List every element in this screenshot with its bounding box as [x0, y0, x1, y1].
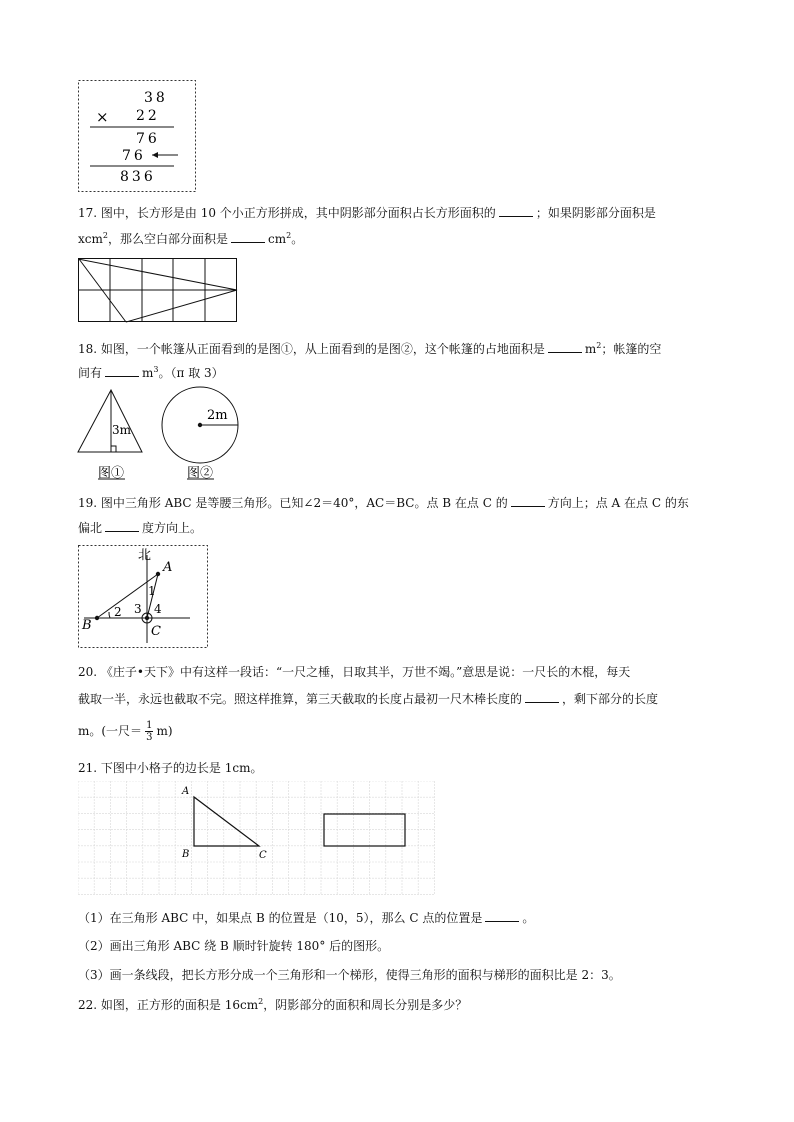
q17-grid-figure: [78, 258, 240, 324]
q17-line2: xcm$^2$，那么空白部分面积是 $cm^2$。: [78, 231, 304, 246]
multiplier: 22: [136, 108, 160, 124]
svg-text:1: 1: [148, 584, 156, 598]
q18-line1: 18. 如图，一个帐篷从正面看到的是图①，从上面看到的是图②，这个帐篷的占地面积是 $m^2$；帐篷的空: [78, 341, 662, 356]
q19-line1: 19. 图中三角形 ABC 是等腰三角形。已知∠2＝40°，AC＝BC。点 B 在点 C 的 方向上；点 A 在点 C 的东: [78, 496, 689, 510]
svg-text:4: 4: [154, 602, 162, 616]
q18-figures: [74, 384, 244, 484]
product-result: 836: [120, 169, 156, 185]
rectangle-shape: [324, 814, 405, 846]
fraction-one-third: $\frac{1}{3}$: [146, 720, 153, 743]
q21-sub2: （2）画出三角形 ABC 绕 B 顺时针旋转 180° 后的图形。: [78, 939, 390, 953]
operator: ×: [96, 108, 109, 126]
arrow-left-icon: [152, 152, 178, 158]
q21-gridlines: [78, 781, 434, 894]
caption-figure-2: 图②: [187, 466, 214, 481]
multiplicand: 38: [144, 90, 168, 106]
triangle-abc: [194, 797, 259, 846]
q21-sub3: （3）画一条线段，把长方形分成一个三角形和一个梯形，使得三角形的面积与梯形的面积比是 2：3。: [78, 968, 621, 982]
q20-blank-1[interactable]: [525, 690, 559, 703]
svg-text:B: B: [182, 849, 190, 860]
tent-top-view: [162, 387, 238, 463]
q19-direction-figure: [78, 545, 210, 651]
q19-blank-2[interactable]: [105, 519, 139, 532]
q22-line1: 22. 如图，正方形的面积是 $16cm^2$，阴影部分的面积和周长分别是多少？: [78, 997, 468, 1012]
svg-text:A: A: [182, 786, 190, 797]
q19-blank-1[interactable]: [511, 494, 545, 507]
svg-text:2m: 2m: [207, 408, 228, 423]
q17-blank-2[interactable]: [231, 230, 265, 243]
svg-text:2: 2: [114, 605, 122, 619]
q18-blank-2[interactable]: [105, 364, 139, 377]
q18-blank-1[interactable]: [548, 340, 582, 353]
q19-line2: 偏北 度方向上。: [78, 521, 203, 535]
partial-product-2: 76: [122, 148, 146, 164]
q20-line2: 截取一半，永远也截取不完。照这样推算，第三天截取的长度占最初一尺木棒长度的 ，剩下部分的长度: [78, 692, 659, 706]
q21-sub1: （1）在三角形 ABC 中，如果点 B 的位置是（10，5），那么 C 点的位置是 。: [78, 911, 535, 925]
q18-line2: 间有 $m^3$。（π 取 3）: [78, 365, 224, 380]
svg-text:C: C: [259, 850, 267, 861]
svg-text:A: A: [163, 560, 173, 575]
svg-text:C: C: [151, 624, 161, 639]
q20-line3: m。(一尺＝ $\frac{1}{3}$ m): [78, 720, 173, 743]
q17-blank-1[interactable]: [499, 204, 533, 217]
tent-front-view: [78, 390, 142, 452]
q21-line1: 21. 下图中小格子的边长是 1cm。: [78, 761, 263, 775]
q21-grid-figure: [78, 781, 440, 895]
svg-text:B: B: [82, 618, 92, 633]
caption-figure-1: 图①: [98, 466, 125, 481]
multiplication-box: [78, 80, 198, 193]
partial-product-1: 76: [136, 131, 160, 147]
q17-line1: 17. 图中，长方形是由 10 个小正方形拼成，其中阴影部分面积占长方形面积的 ；如果阴影部分面积是: [78, 206, 656, 220]
svg-text:3: 3: [134, 602, 142, 616]
q21-blank-1[interactable]: [485, 909, 519, 922]
svg-text:3m: 3m: [112, 423, 132, 437]
q20-line1: 20. 《庄子•天下》中有这样一段话：“一尺之棰，日取其半，万世不竭。”意思是说：一尺长的木棍，每天: [78, 665, 631, 679]
svg-text:北: 北: [138, 548, 152, 563]
